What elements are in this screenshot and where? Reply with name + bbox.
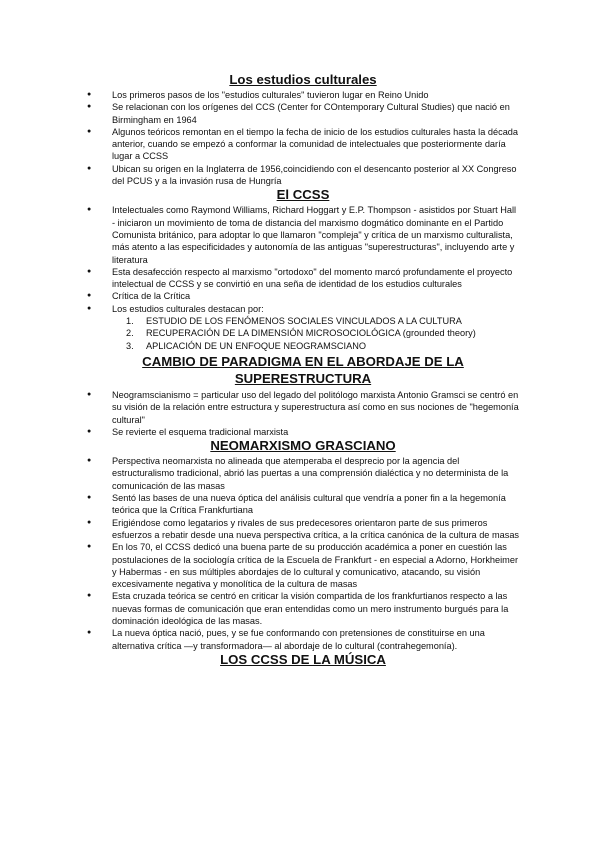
bullet-item: ● La nueva óptica nació, pues, y se fue conformando con pretensiones de constituirse en una alternativa crítica —y transformadora— al abordaje de lo cultural (contrahegemonía).: [86, 627, 520, 652]
bullet-list: [86, 204, 520, 315]
numbered-item: [126, 340, 520, 352]
section-title-el-ccss: El CCSS: [276, 187, 330, 203]
section-title-cambio-de-paradigma: CAMBIO DE PARADIGMA EN EL ABORDAJE DE LA SUPERESTRUCTURA: [142, 353, 464, 386]
bullet-item: ● Erigiéndose como legatarios y rivales de sus predecesores orientaron parte de sus primeros esfuerzos a rebatir desde una nueva perspectiva crítica, a la crítica canónica de la cultura de masas: [86, 517, 520, 542]
bullet-item: ● Los estudios culturales destacan por:: [86, 303, 520, 315]
bullet-list: [86, 389, 520, 438]
item-text: APLICACIÓN DE UN ENFOQUE NEOGRAMSCIANO: [146, 340, 367, 351]
bullet-list: [86, 455, 520, 652]
item-text: ESTUDIO DE LOS FENÓMENOS SOCIALES VINCULADOS A LA CULTURA: [146, 316, 462, 327]
section-title-estudios-culturales: Los estudios culturales: [229, 72, 377, 87]
bullet-item: ● Los primeros pasos de los "estudios culturales" tuvieron lugar en Reino Unido: [86, 89, 520, 101]
item-number: 3.: [126, 340, 134, 351]
bullet-item: ● Se revierte el esquema tradicional marxista: [86, 426, 520, 438]
bullet-item: ● Sentó las bases de una nueva óptica del análisis cultural que vendría a poner fin a la hegemonía teórica que la Crítica Frankfurtiana: [86, 492, 520, 517]
bullet-item: ● Neogramscianismo = particular uso del legado del politólogo marxista Antonio Gramsci se centró en su visión de la relación entre estructura y superestructura así como en sus nociones de "hegemonía cultural": [86, 389, 520, 426]
item-number: 2.: [126, 328, 134, 339]
numbered-list: [86, 315, 520, 352]
bullet-item: ● En los 70, el CCSS dedicó una buena parte de su producción académica a poner en cuestión las postulaciones de la sociología crítica de la Escuela de Frankfurt - en especial a Adorno, Horkheimer y Habermas - en sus múltiples abordajes de lo cultural y comunicativo, atacando, su visión excesivamente negativa y monolítica de la cultura de masas: [86, 541, 520, 590]
bullet-item: ● Algunos teóricos remontan en el tiempo la fecha de inicio de los estudios culturales hasta la década anterior, cuando se empezó a conformar la comunidad de intelectuales que posteriormente daría lugar a CCSS: [86, 126, 520, 163]
item-text: RECUPERACIÓN DE LA DIMENSIÓN MICROSOCIOLÓGICA (grounded theory): [146, 328, 476, 339]
bullet-item: ● Perspectiva neomarxista no alineada que atemperaba el desprecio por la agencia del estructuralismo tradicional, abrió las puertas a una comprensión dialéctica y no determinista de la comunicación de las masas: [86, 455, 520, 492]
bullet-item: ● Esta cruzada teórica se centró en criticar la visión compartida de los frankfurtianos respecto a las nuevas formas de comunicación que eran entendidas como un mero instrumento burgués para la dominación ideológica de las masas.: [86, 590, 520, 627]
numbered-item: [126, 327, 520, 339]
bullet-item: ● Esta desafección respecto al marxismo "ortodoxo" del momento marcó profundamente el proyecto intelectual de CCSS y se convirtió en una seña de identidad de los estudios culturales: [86, 266, 520, 291]
item-number: 1.: [126, 316, 134, 327]
section-title-neomarxismo: NEOMARXISMO GRASCIANO: [210, 438, 396, 454]
bullet-list: [86, 89, 520, 187]
bullet-item: ● Intelectuales como Raymond Williams, Richard Hoggart y E.P. Thompson - asistidos por Stuart Hall - iniciaron un movimiento de toma de distancia del marxismo dogmático dominante en el Partido Comunista británico, para adoptar lo que llamaron "compleja" y crítica de un marxismo culturalista, más atento a las especificidades y autonomía de las antiguas "superestructuras", incluyendo arte y literatura: [86, 204, 520, 265]
bullet-item: ● Crítica de la Crítica: [86, 290, 520, 302]
bullet-item: ● Se relacionan con los orígenes del CCS (Center for COntemporary Cultural Studies) que nació en Birmingham en 1964: [86, 101, 520, 126]
numbered-item: [126, 315, 520, 327]
bullet-item: ● Ubican su origen en la Inglaterra de 1956,coincidiendo con el desencanto posterior al XX Congreso del PCUS y a la invasión rusa de Hungría: [86, 163, 520, 188]
section-title-ccss-musica: LOS CCSS DE LA MÚSICA: [220, 651, 386, 667]
